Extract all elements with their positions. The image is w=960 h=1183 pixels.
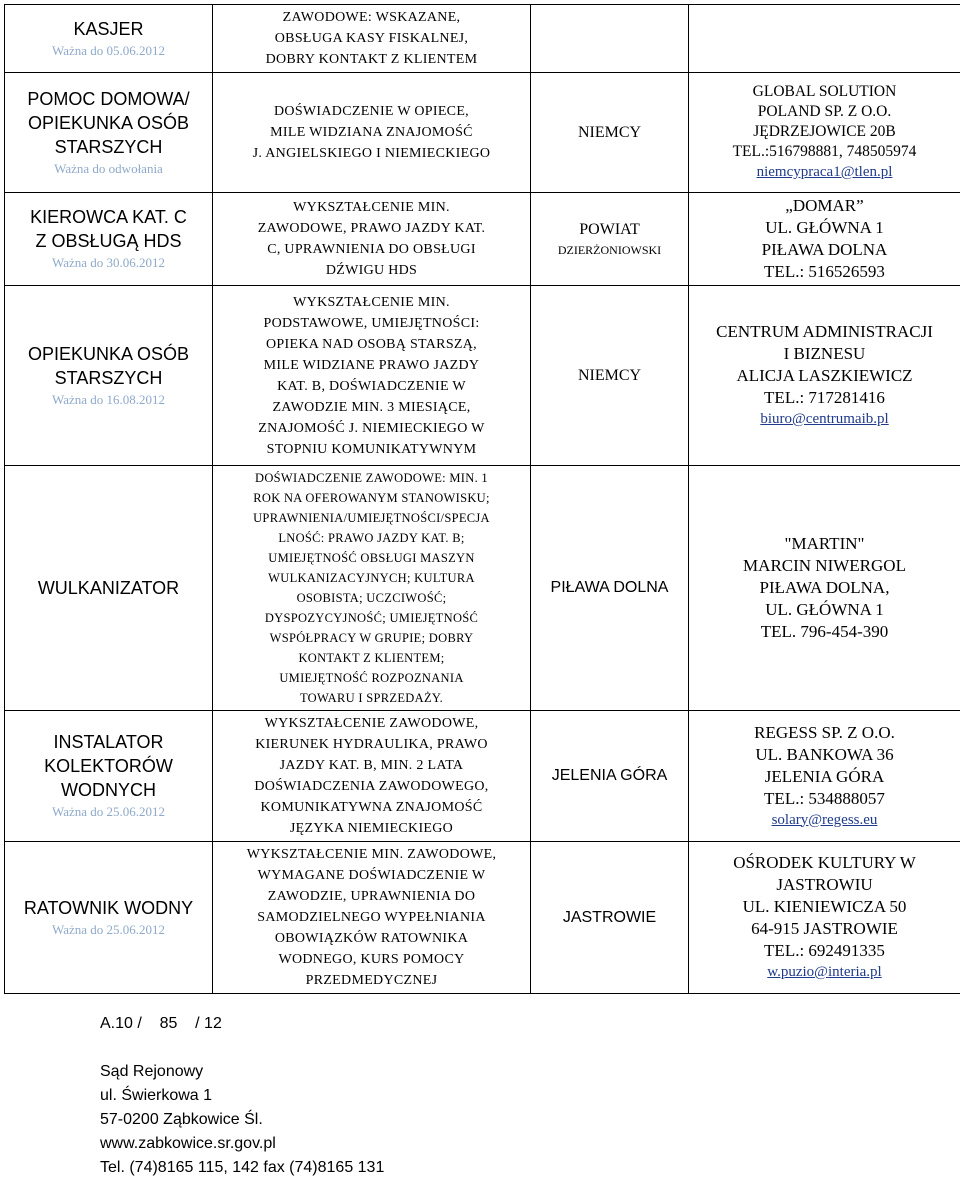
requirement-line: STOPNIU KOMUNIKATYWNYM	[266, 441, 477, 457]
employer-line: UL. GŁÓWNA 1	[765, 218, 884, 237]
employer-line: TEL.: 516526593	[764, 262, 885, 281]
employer-line: UL. KIENIEWICZA 50	[742, 897, 907, 916]
requirement-line: PODSTAWOWE, UMIEJĘTNOŚCI:	[263, 315, 480, 331]
requirements-cell	[213, 286, 531, 466]
postal-city: 57-0200 Ząbkowice Śl.	[100, 1111, 263, 1128]
employer-cell	[689, 466, 960, 711]
requirement-line: ZAWODOWE: WSKAZANE,	[282, 10, 461, 25]
position-cell	[5, 842, 213, 994]
requirement-line: WYMAGANE DOŚWIADCZENIE W	[257, 868, 486, 883]
location-cell	[531, 193, 689, 286]
requirement-line: WYKSZTAŁCENIE ZAWODOWE,	[264, 716, 479, 731]
requirement-line: J. ANGIELSKIEGO I NIEMIECKIEGO	[252, 146, 491, 161]
position-title: INSTALATOR	[53, 732, 164, 752]
location-name: POWIAT	[579, 221, 640, 238]
requirement-line: ZAWODOWE, PRAWO JAZDY KAT.	[257, 221, 486, 236]
validity-date: Ważna do odwołania	[54, 160, 163, 176]
location-name: NIEMCY	[577, 366, 642, 384]
employer-cell	[689, 286, 960, 466]
employer-line: PIŁAWA DOLNA	[761, 240, 888, 259]
requirements-cell	[213, 193, 531, 286]
location-subname: DZIERŻONIOWSKI	[557, 243, 662, 257]
requirement-line: LNOŚĆ: PRAWO JAZDY KAT. B;	[278, 531, 465, 545]
validity-date: Ważna do 30.06.2012	[51, 255, 166, 270]
employer-cell	[689, 193, 960, 286]
requirement-line: WSPÓŁPRACY W GRUPIE; DOBRY	[269, 631, 474, 645]
employer-email-link[interactable]: solary@regess.eu	[771, 811, 878, 828]
employer-line: TEL.: 692491335	[764, 941, 885, 960]
location-name: NIEMCY	[577, 123, 642, 141]
requirement-line: PRZEDMEDYCZNEJ	[305, 973, 438, 988]
requirement-line: ROK NA OFEROWANYM STANOWISKU;	[253, 491, 490, 505]
location-name: JASTROWIE	[562, 908, 657, 926]
requirement-line: DOŚWIADCZENIE W OPIECE,	[274, 104, 469, 119]
footer-address-block	[100, 1060, 384, 1180]
position-title: POMOC DOMOWA/	[27, 88, 190, 109]
position-cell	[5, 286, 213, 466]
position-title: Z OBSŁUGĄ HDS	[35, 231, 182, 251]
position-title: STARSZYCH	[54, 136, 163, 157]
employer-line: 64-915 JASTROWIE	[751, 919, 898, 938]
location-cell	[531, 466, 689, 711]
position-cell	[5, 711, 213, 842]
employer-line: TEL.: 717281416	[764, 388, 885, 407]
position-title: KIEROWCA KAT. C	[30, 207, 187, 227]
employer-line: I BIZNESU	[783, 344, 866, 363]
employer-email-link[interactable]: niemcypraca1@tlen.pl	[756, 164, 893, 180]
job-row	[5, 711, 960, 842]
position-title: WODNYCH	[61, 780, 156, 800]
requirement-line: KOMUNIKATYWNA ZNAJOMOŚĆ	[260, 800, 483, 815]
position-title: RATOWNIK WODNY	[23, 897, 194, 918]
validity-date: Ważna do 05.06.2012	[51, 42, 166, 58]
validity-date: Ważna do 16.08.2012	[51, 391, 166, 407]
location-cell	[531, 286, 689, 466]
position-cell	[5, 466, 213, 711]
employer-line: PIŁAWA DOLNA,	[759, 578, 890, 597]
employer-line: POLAND SP. Z O.O.	[757, 103, 892, 120]
employer-line: JASTROWIU	[776, 875, 873, 894]
requirement-line: DYSPOZYCYJNOŚĆ; UMIEJĘTNOŚĆ	[264, 611, 479, 625]
validity-date: Ważna do 25.06.2012	[51, 921, 166, 937]
requirement-line: WYKSZTAŁCENIE MIN.	[293, 200, 450, 215]
requirement-line: KAT. B, DOŚWIADCZENIE W	[277, 378, 466, 394]
employer-line: UL. BANKOWA 36	[755, 744, 894, 764]
requirement-line: OBSŁUGA KASY FISKALNEJ,	[274, 31, 469, 46]
position-cell	[5, 73, 213, 193]
employer-line: „DOMAR”	[785, 196, 864, 215]
requirement-line: MILE WIDZIANA ZNAJOMOŚĆ	[270, 125, 473, 140]
requirement-line: DOŚWIADCZENIA ZAWODOWEGO,	[254, 779, 489, 794]
employer-line: TEL.: 534888057	[764, 788, 885, 808]
footer-ref-block	[100, 1012, 222, 1036]
employer-cell	[689, 5, 960, 73]
position-title: STARSZYCH	[54, 367, 163, 388]
requirement-line: WYKSZTAŁCENIE MIN.	[293, 294, 450, 310]
employer-cell	[689, 842, 960, 994]
job-row	[5, 842, 960, 994]
website-link[interactable]: www.zabkowice.sr.gov.pl	[100, 1135, 276, 1152]
location-cell	[531, 842, 689, 994]
requirement-line: KONTAKT Z KLIENTEM;	[298, 651, 445, 665]
employer-cell	[689, 711, 960, 842]
job-row	[5, 73, 960, 193]
position-title: WULKANIZATOR	[37, 578, 180, 598]
validity-date: Ważna do 25.06.2012	[51, 804, 166, 819]
requirement-line: UMIEJĘTNOŚĆ ROZPOZNANIA	[279, 671, 464, 685]
street-address: ul. Świerkowa 1	[100, 1087, 213, 1104]
employer-line: "MARTIN"	[784, 534, 865, 553]
position-cell	[5, 193, 213, 286]
requirement-line: ZAWODZIE MIN. 3 MIESIĄCE,	[272, 399, 471, 415]
position-title: KASJER	[73, 18, 144, 39]
employer-line: MARCIN NIWERGOL	[743, 556, 906, 575]
requirement-line: TOWARU I SPRZEDAŻY.	[299, 691, 444, 705]
position-title: OPIEKUNKA OSÓB	[27, 343, 190, 364]
court-name: Sąd Rejonowy	[100, 1063, 204, 1080]
employer-line: UL. GŁÓWNA 1	[765, 600, 884, 619]
requirement-line: DŹWIGU HDS	[325, 263, 418, 278]
requirement-line: OSOBISTA; UCZCIWOŚĆ;	[296, 591, 447, 605]
employer-line: TEL. 796-454-390	[760, 622, 889, 641]
job-row	[5, 5, 960, 73]
requirements-cell	[213, 73, 531, 193]
reference-number: A.10 / 85 / 12	[100, 1015, 222, 1032]
employer-line: JĘDRZEJOWICE 20B	[753, 123, 896, 140]
employer-line: CENTRUM ADMINISTRACJI	[716, 322, 933, 341]
position-cell	[5, 5, 213, 73]
requirement-line: SAMODZIELNEGO WYPEŁNIANIA	[257, 910, 486, 925]
location-name: PIŁAWA DOLNA	[550, 579, 669, 596]
requirement-line: ZAWODZIE, UPRAWNIENIA DO	[267, 889, 476, 904]
employer-line: TEL.:516798881, 748505974	[732, 143, 917, 160]
requirements-cell	[213, 5, 531, 73]
location-cell	[531, 5, 689, 73]
requirement-line: KIERUNEK HYDRAULIKA, PRAWO	[255, 737, 488, 752]
requirement-line: JĘZYKA NIEMIECKIEGO	[289, 821, 454, 836]
requirement-line: DOBRY KONTAKT Z KLIENTEM	[265, 52, 478, 67]
requirement-line: OPIEKA NAD OSOBĄ STARSZĄ,	[266, 336, 477, 352]
requirement-line: C, UPRAWNIENIA DO OBSŁUGI	[267, 242, 476, 257]
job-offers-table	[4, 4, 960, 994]
requirement-line: WULKANIZACYJNYCH; KULTURA	[268, 571, 475, 585]
phone-fax: Tel. (74)8165 115, 142 fax (74)8165 131	[100, 1159, 385, 1176]
requirement-line: MILE WIDZIANE PRAWO JAZDY	[263, 357, 480, 373]
position-title: KOLEKTORÓW	[44, 756, 173, 776]
requirement-line: UMIEJĘTNOŚĆ OBSŁUGI MASZYN	[268, 551, 475, 565]
requirement-line: WODNEGO, KURS POMOCY	[278, 952, 465, 967]
position-title: OPIEKUNKA OSÓB	[27, 112, 190, 133]
job-row	[5, 193, 960, 286]
requirements-cell	[213, 466, 531, 711]
location-cell	[531, 711, 689, 842]
requirement-line: JAZDY KAT. B, MIN. 2 LATA	[279, 758, 464, 773]
job-row	[5, 286, 960, 466]
requirement-line: DOŚWIADCZENIE ZAWODOWE: MIN. 1	[255, 471, 488, 485]
requirement-line: OBOWIĄZKÓW RATOWNIKA	[274, 931, 469, 946]
employer-email-link[interactable]: w.puzio@interia.pl	[767, 964, 882, 980]
employer-line: REGESS SP. Z O.O.	[754, 722, 895, 742]
employer-cell	[689, 73, 960, 193]
requirements-cell	[213, 711, 531, 842]
job-row	[5, 466, 960, 711]
requirement-line: ZNAJOMOŚĆ J. NIEMIECKIEGO W	[258, 420, 485, 436]
location-name: JELENIA GÓRA	[551, 767, 668, 784]
employer-line: ALICJA LASZKIEWICZ	[736, 366, 913, 385]
employer-line: JELENIA GÓRA	[764, 766, 885, 786]
employer-line: OŚRODEK KULTURY W	[733, 853, 916, 872]
employer-line: GLOBAL SOLUTION	[752, 83, 897, 100]
requirement-line: UPRAWNIENIA/UMIEJĘTNOŚCI/SPECJA	[253, 511, 490, 525]
employer-email-link[interactable]: biuro@centrumaib.pl	[760, 411, 889, 427]
location-cell	[531, 73, 689, 193]
requirement-line: WYKSZTAŁCENIE MIN. ZAWODOWE,	[246, 847, 497, 862]
requirements-cell	[213, 842, 531, 994]
